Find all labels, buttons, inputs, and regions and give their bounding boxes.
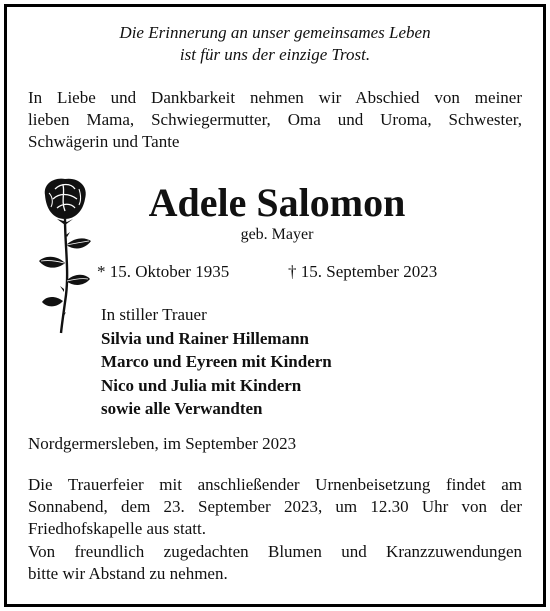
birth-date: * 15. Oktober 1935 [97,262,230,281]
mourner-name: sowie alle Verwandten [101,399,263,418]
death-date: † 15. September 2023 [288,262,438,281]
mourners-intro: In stiller Trauer [101,305,207,324]
maiden-name: geb. Mayer [240,226,314,243]
intro-line-3: Schwägerin und Tante [28,132,180,151]
mourner-name: Nico und Julia mit Kindern [101,375,302,395]
mourners-block [101,303,332,421]
funeral-line-3: Friedhofskapelle aus statt. [28,519,206,538]
funeral-notice [28,474,522,540]
motto [7,22,543,66]
deceased-name: Adele Salomon [148,180,406,225]
flowers-line-2: bitte wir Abstand zu nehmen. [28,564,228,583]
place-date: Nordgermersleben, im September 2023 [28,434,297,453]
mourner-name: Silvia und Rainer Hillemann [101,328,309,348]
intro-text [28,87,522,153]
intro-line-1: In Liebe und Dankbarkeit nehmen wir Abschied von meiner [28,88,522,107]
obituary-card [4,4,546,607]
flowers-notice [28,541,522,585]
flowers-line-1: Von freundlich zugedachten Blumen und Kranzzuwendungen [28,542,522,561]
intro-line-2: lieben Mama, Schwiegermutter, Oma und Uroma, Schwester, [28,110,522,129]
funeral-line-1: Die Trauerfeier mit anschließender Urnenbeisetzung findet am [28,475,522,494]
motto-line-2: ist für uns der einzige Trost. [179,45,371,64]
motto-line-1: Die Erinnerung an unser gemeinsames Leben [119,23,431,42]
funeral-line-2: Sonnabend, dem 23. September 2023, um 12.30 Uhr von der [28,497,522,516]
mourner-name: Marco und Eyreen mit Kindern [101,352,332,371]
rose-icon [35,175,93,335]
